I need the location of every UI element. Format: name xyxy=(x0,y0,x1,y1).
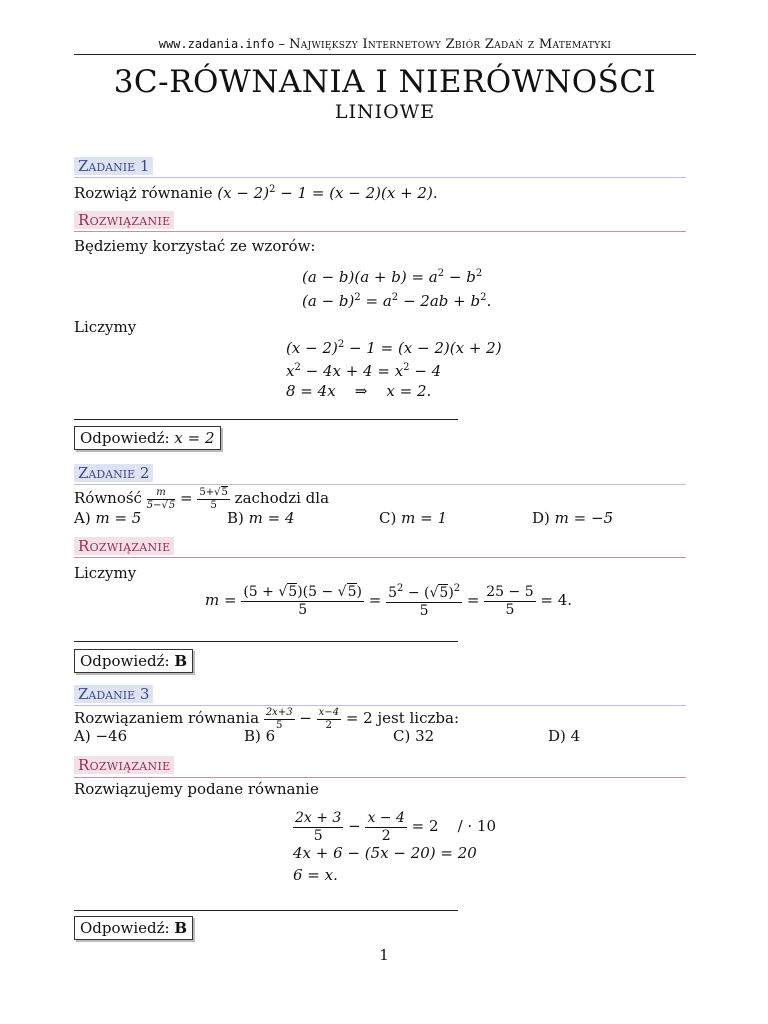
task-3-option-c[interactable]: C) 32 xyxy=(393,727,435,745)
task-2-liczymy: Liczymy xyxy=(74,564,137,582)
page-title: 3C-RÓWNANIA I NIERÓWNOŚCI xyxy=(113,64,657,100)
task-2-prompt: Równość $\frac{m}{5-√5}$ = $\frac{5+√5}{5}$ zachodzi dla xyxy=(74,487,330,511)
task-3-prompt-before: Rozwiązaniem równania xyxy=(74,709,260,727)
task-2-solution-rule xyxy=(74,557,686,558)
task-3-intro: Rozwiązujemy podane równanie xyxy=(74,780,319,798)
task-3-step-3: 6 = x. xyxy=(293,866,338,884)
task-3-solution-rule xyxy=(74,777,686,778)
task-1-step-2: $x^2 - 4x + 4 = x^2 - 4$ xyxy=(286,362,442,380)
task-2-option-a[interactable]: A) m = 5 xyxy=(74,509,142,527)
task-2-prompt-before: Równość xyxy=(74,489,142,507)
task-2-calculation: m = $\frac{(5 + √5)(5 - √5)}{5}$ = $\frac{5^2 - (√5)^2}{5}$ = $\frac{25 - 5}{5}$ = 4. xyxy=(205,583,573,619)
task-label: Zadanie xyxy=(78,157,136,175)
task-3-option-b[interactable]: B) 6 xyxy=(244,727,276,745)
task-2-option-c[interactable]: C) m = 1 xyxy=(379,509,447,527)
task-number: 2 xyxy=(139,464,150,482)
formula-square-of-difference: $(a - b)^2 = a^2 - 2ab + b^2$. xyxy=(302,292,492,310)
page-header xyxy=(74,36,696,53)
header-separator: – xyxy=(278,37,285,52)
task-3-prompt-after: = 2 jest liczba: xyxy=(345,709,460,727)
task-2-answer-value: B xyxy=(174,652,188,670)
task-3-step-2: 4x + 6 − (5x − 20) = 20 xyxy=(293,844,477,862)
answer-label: Odpowiedź: xyxy=(80,919,170,937)
task-1-solution-heading: Rozwiązanie xyxy=(74,211,174,229)
task-label: Zadanie xyxy=(78,685,136,703)
task-1-prompt-text: Rozwiąż równanie xyxy=(74,184,213,202)
task-1-prompt xyxy=(74,180,438,203)
answer-label: Odpowiedź: xyxy=(80,429,170,447)
answer-label: Odpowiedź: xyxy=(80,652,170,670)
task-1-rule xyxy=(74,177,686,178)
task-1-step-3: 8 = 4x ⇒ x = 2. xyxy=(286,382,432,400)
page-number: 1 xyxy=(379,946,389,964)
task-2-prompt-after: zachodzi dla xyxy=(234,489,330,507)
task-2-fraction-left: $\frac{m}{5-√5}$ xyxy=(146,487,176,511)
header-tagline: Największy Internetowy Zbiór Zadań z Matematyki xyxy=(289,37,612,52)
site-url[interactable]: www.zadania.info xyxy=(158,37,275,51)
task-1-answer-box xyxy=(74,426,221,450)
task-1-liczymy: Liczymy xyxy=(74,318,137,336)
task-2-end-rule xyxy=(74,641,458,642)
task-3-answer-value: B xyxy=(174,919,188,937)
task-3-option-a[interactable]: A) −46 xyxy=(74,727,128,745)
task-label: Zadanie xyxy=(78,464,136,482)
task-2-option-d[interactable]: D) m = −5 xyxy=(532,509,614,527)
task-2-fraction-right: $\frac{5+√5}{5}$ xyxy=(199,487,228,511)
task-2-answer-box xyxy=(74,649,193,673)
task-1-answer-value: x = 2 xyxy=(174,429,215,447)
formula-difference-of-squares: $(a - b)(a + b) = a^2 - b^2$ xyxy=(302,268,483,286)
task-3-answer-box xyxy=(74,916,193,940)
header-rule xyxy=(74,54,696,55)
task-3-step-1: $\frac{2x + 3}{5}$ − $\frac{x - 4}{2}$ = 2 / · 10 xyxy=(295,810,497,844)
task-3-end-rule xyxy=(74,910,458,911)
task-1-end-rule xyxy=(74,419,458,420)
task-3-heading xyxy=(74,685,153,703)
task-2-option-b[interactable]: B) m = 4 xyxy=(227,509,295,527)
task-number: 3 xyxy=(139,685,150,703)
task-3-option-d[interactable]: D) 4 xyxy=(548,727,581,745)
page-subtitle: LINIOWE xyxy=(334,101,436,123)
task-1-solution-rule xyxy=(74,231,686,232)
task-1-heading xyxy=(74,157,153,175)
task-1-equation: $(x - 2)^2 - 1 = (x - 2)(x + 2)$. xyxy=(217,184,438,202)
task-1-intro: Będziemy korzystać ze wzorów: xyxy=(74,237,316,255)
task-3-solution-heading: Rozwiązanie xyxy=(74,756,174,774)
task-2-solution-heading: Rozwiązanie xyxy=(74,537,174,555)
task-1-step-1: $(x - 2)^2 - 1 = (x - 2)(x + 2)$ xyxy=(286,339,502,357)
task-3-prompt: Rozwiązaniem równania $\frac{2x+3}{5}$ − $\frac{x-4}{2}$ = 2 jest liczba: xyxy=(74,707,460,731)
task-number: 1 xyxy=(139,157,150,175)
task-2-heading xyxy=(74,464,153,482)
